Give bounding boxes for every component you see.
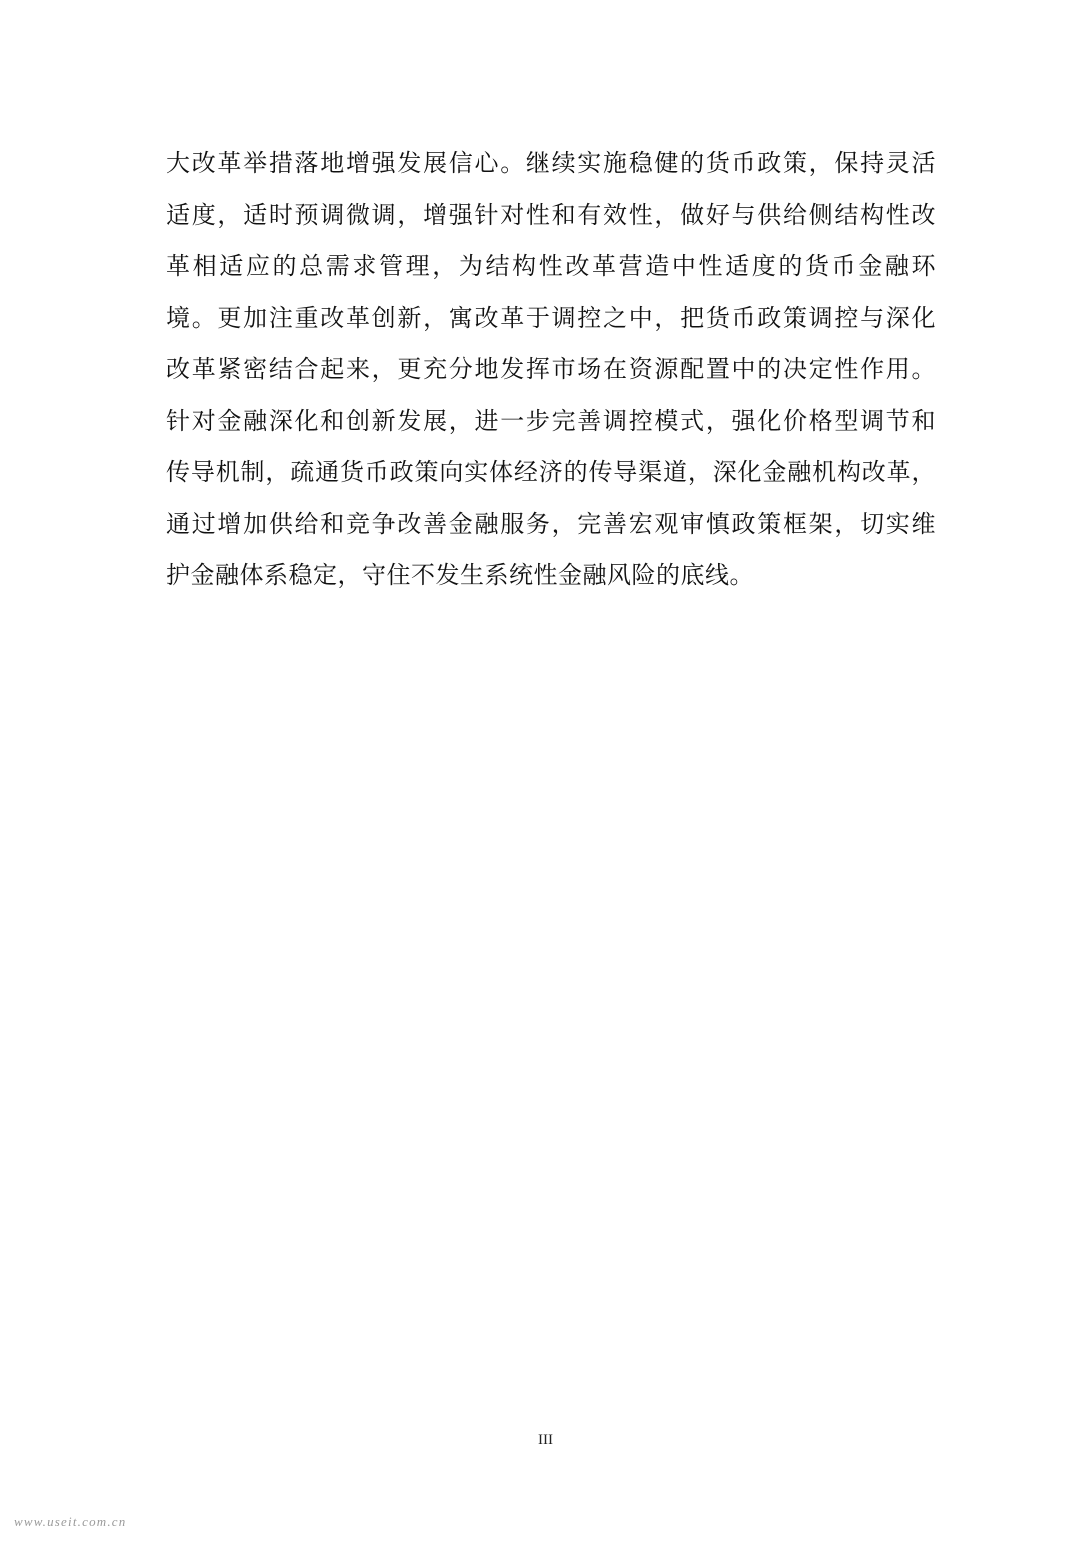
page-number: III [538, 1432, 553, 1448]
paragraph-line: 大改革举措落地增强发展信心。继续实施稳健的货币政策，保持灵活 [166, 149, 936, 177]
paragraph-line: 通过增加供给和竞争改善金融服务，完善宏观审慎政策框架，切实维 [166, 509, 936, 538]
paragraph-line: 改革紧密结合起来，更充分地发挥市场在资源配置中的决定性作用。 [166, 355, 936, 383]
paragraph-line: 革相适应的总需求管理，为结构性改革营造中性适度的货币金融环 [166, 252, 936, 280]
watermark: www.useit.com.cn [14, 1514, 127, 1529]
paragraph-line: 传导机制，疏通货币政策向实体经济的传导渠道，深化金融机构改革， [166, 458, 936, 486]
paragraph-line: 护金融体系稳定，守住不发生系统性金融风险的底线。 [166, 561, 754, 589]
paragraph-line: 境。更加注重改革创新，寓改革于调控之中，把货币政策调控与深化 [166, 303, 936, 332]
paragraph-line: 适度，适时预调微调，增强针对性和有效性，做好与供给侧结构性改 [166, 200, 936, 229]
body-paragraph [166, 138, 936, 602]
paragraph-line: 针对金融深化和创新发展，进一步完善调控模式，强化价格型调节和 [166, 406, 936, 435]
